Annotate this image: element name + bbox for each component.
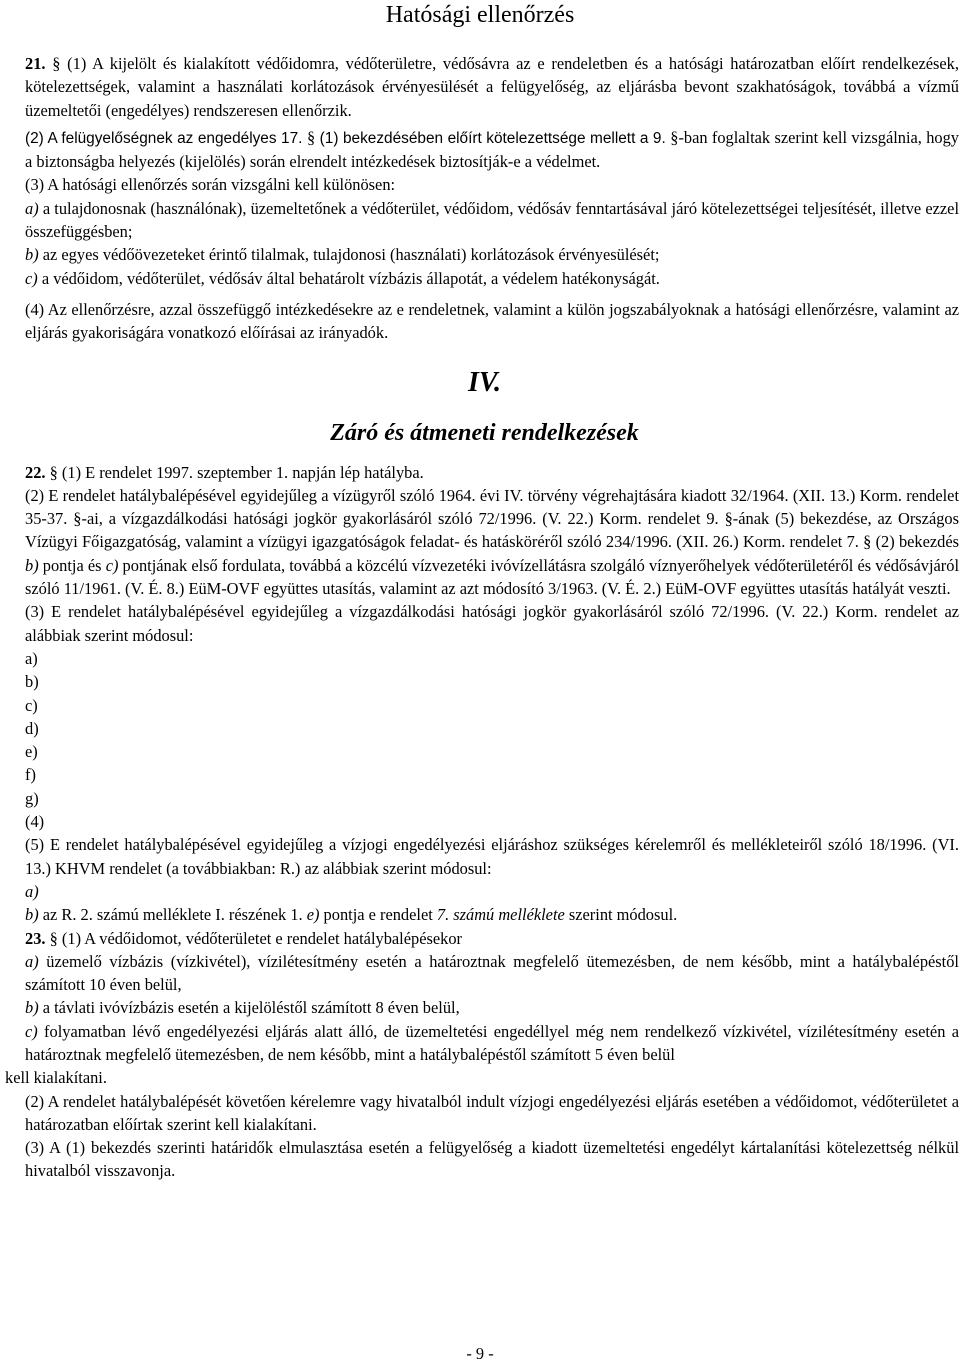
section-symbol: §: [49, 462, 58, 482]
text-run: pontja és: [38, 555, 106, 575]
s21-p2-part-a: (2) A felügyelőségnek az engedélyes 17.: [25, 129, 307, 147]
s22-item-c: c): [25, 695, 38, 715]
s23-paragraph-1: [5, 927, 959, 950]
s22-paragraph-4: (4): [25, 812, 45, 832]
section-symbol: §: [724, 509, 733, 529]
s23-item-c-end: kell kialakítani.: [5, 1068, 107, 1088]
s21-item-c: [5, 267, 959, 290]
s23-item-a: [5, 950, 959, 997]
s22-paragraph-2: [5, 484, 959, 600]
page-number: - 9 -: [466, 1344, 494, 1363]
item-label: b): [25, 245, 39, 265]
item-text: folyamatban lévő engedélyezési eljárás alatt álló, de üzemeltetési engedéllyel még nem rendelkező vízkivétel, vízilétesítmény esetén a határoztnak megfelelő ütemezésben, de nem később, mint a hatálybalépéstől számított 5 éven belül: [25, 1021, 959, 1064]
item-label: a): [25, 198, 39, 218]
item-label: c): [25, 1021, 38, 1041]
item-text: a védőidom, védőterület, védősáv által behatárolt vízbázis állapotát, a védelem hatékonyságát.: [37, 268, 660, 288]
s22-number: 22.: [25, 462, 46, 482]
text-run: (2) E rendelet hatálybalépésével egyidejűleg a vízügyről szóló 1964. évi IV. törvény végrehajtására kiadott 32/1964. (XII. 13.) Korm. rendelet 35-37.: [25, 485, 959, 529]
item-ref: e): [306, 905, 320, 925]
s21-item-b: [5, 243, 959, 266]
s23-item-b: [5, 996, 959, 1019]
page-title: Hatósági ellenőrzés: [385, 2, 575, 28]
s21-paragraph-3: (3) A hatósági ellenőrzés során vizsgálni kell különösen:: [25, 175, 396, 195]
s22-item-d: d): [25, 718, 39, 738]
s23-number: 23.: [25, 928, 46, 948]
section-symbol: §: [52, 54, 61, 73]
s22-paragraph-5: (5) E rendelet hatálybalépésével egyidejűleg a vízjogi engedélyezési eljáráshoz szükséges kérelemről és mellékleteiről szóló 18/1996. (VI. 13.) KHVM rendelet (a továbbiakban: R.) az alábbiak szerint módosul:: [25, 835, 959, 878]
item-ref: b): [25, 555, 39, 575]
s21-item-a: [5, 197, 959, 244]
s23-paragraph-3: (3) A (1) bekezdés szerinti határidők elmulasztása esetén a felügyelőség a kiadott üzemeltetési engedélyt kártalanítási kötelezettség nélkül hivatalból visszavonja.: [25, 1138, 959, 1181]
text-run: pontjának első fordulata, továbbá a közcélú vízvezetéki ivóvízellátásra szolgáló víznyerőhelyek védőterületéről és védősávjáról szóló 11/1961. (V. É. 8.) EüM-OVF együttes utasítás, valamint az azt módosító 3/1963. (V. É. 2.) EüM-OVF együttes utasítás hatályát veszti.: [25, 555, 960, 599]
document-body: [5, 52, 959, 1183]
text-run: -ai, a vízgazdálkodási hatósági jogkör gyakorlásáról szóló 72/1996. (V. 22.) Korm. rendelet 9.: [81, 509, 725, 529]
text-run: (2) bekezdés: [871, 532, 960, 552]
s21-p2-part-b: (1) bekezdésében előírt kötelezettsége mellett a 9.: [315, 129, 671, 147]
s22-p5-item-a: [5, 880, 959, 903]
item-text: a távlati ivóvízbázis esetén a kijelöléstől számított 8 éven belül,: [38, 998, 460, 1018]
text-run: pontja e rendelet: [319, 905, 437, 925]
item-label: b): [25, 905, 39, 925]
item-text: üzemelő vízbázis (vízkivétel), vízilétesítmény esetén a határoztnak megfelelő ütemezésben, de nem később, mint a hatálybalépéstől számított 10 éven belül,: [25, 951, 959, 995]
item-label: c): [25, 268, 38, 288]
s22-paragraph-1: [5, 461, 959, 484]
s23-item-c: [5, 1020, 959, 1067]
item-ref: c): [105, 555, 119, 575]
item-label: b): [25, 998, 39, 1018]
section-symbol: §: [73, 509, 82, 529]
section-symbol: §: [863, 532, 872, 552]
item-text: a tulajdonosnak (használónak), üzemeltetőnek a védőterület, védőidom, védősáv fenntartásával járó kötelezettségei teljesítését, illetve ezzel összefüggésben;: [25, 198, 959, 242]
s22-paragraph-3: (3) E rendelet hatálybalépésével egyidejűleg a vízgazdálkodási hatósági jogkör gyakorlásáról szóló 72/1996. (V. 22.) Korm. rendelet az alábbiak szerint módosul:: [25, 602, 959, 645]
s21-paragraph-2: [5, 126, 959, 174]
item-label: a): [25, 881, 39, 901]
chapter-number: IV.: [468, 366, 501, 398]
text-run: -ának (5) bekezdése, az Országos Vízügyi Főigazgatóság, valamint a vízügyi igazgatóságok feladat- és hatásköréről szóló 234/1996. (XII. 26.) Korm. rendelet 7.: [25, 509, 959, 552]
text-run: szerint módosul.: [564, 905, 678, 925]
s21-p2-part-c: -ban foglaltak szerint kell vizsgálnia, hogy a biztonságba helyezés (kijelölés) során elrendelt intézkedések biztosítják-e a védelmet.: [25, 127, 959, 172]
s21-p1-text: (1) A kijelölt és kialakított védőidomra, védőterületre, védősávra az e rendeletben és a hatósági határozatban előírt rendelkezések, kötelezettségek, valamint a használati korlátozások érvényesülését a felügyelőség, az eljárásba bevont szakhatóságok, továbbá a vízmű üzemeltetői (engedélyes) rendszeresen ellenőrzik.: [25, 54, 959, 120]
s23-p1-text: (1) A védőidomot, védőterületet e rendelet hatálybalépésekor: [57, 928, 462, 948]
section-symbol: §: [49, 928, 58, 948]
chapter-title: Záró és átmeneti rendelkezések: [330, 419, 639, 446]
annex-ref: 7. számú melléklete: [436, 905, 565, 925]
s22-p1-text: (1) E rendelet 1997. szeptember 1. napján lép hatályba.: [57, 462, 424, 482]
s21-number: 21.: [25, 54, 46, 73]
s23-paragraph-2: (2) A rendelet hatálybalépését követően kérelemre vagy hivatalból indult vízjogi engedélyezési eljárás esetében a védőidomot, védőterületet a határozatban előírtak szerint kell kialakítani.: [25, 1091, 959, 1134]
section-symbol: §: [670, 127, 679, 147]
s21-paragraph-4: (4) Az ellenőrzésre, azzal összefüggő intézkedésekre az e rendeletnek, valamint a külön jogszabályoknak a hatósági ellenőrzésre, valamint az eljárás gyakoriságára vonatkozó előírásai az irányadók.: [25, 299, 959, 343]
s22-p5-item-b: [5, 903, 959, 926]
text-run: az R. 2. számú melléklete I. részének 1.: [38, 905, 307, 925]
s22-item-e: e): [25, 742, 38, 762]
s22-item-b: b): [25, 672, 39, 692]
section-symbol: §: [306, 127, 316, 147]
s22-item-a: a): [25, 648, 38, 668]
s22-item-g: g): [25, 788, 39, 808]
s21-paragraph-1: [5, 52, 959, 122]
item-text: az egyes védőövezeteket érintő tilalmak, tulajdonosi (használati) korlátozások érvényesülését;: [38, 245, 660, 265]
s22-item-f: f): [25, 765, 36, 785]
item-label: a): [25, 951, 39, 971]
